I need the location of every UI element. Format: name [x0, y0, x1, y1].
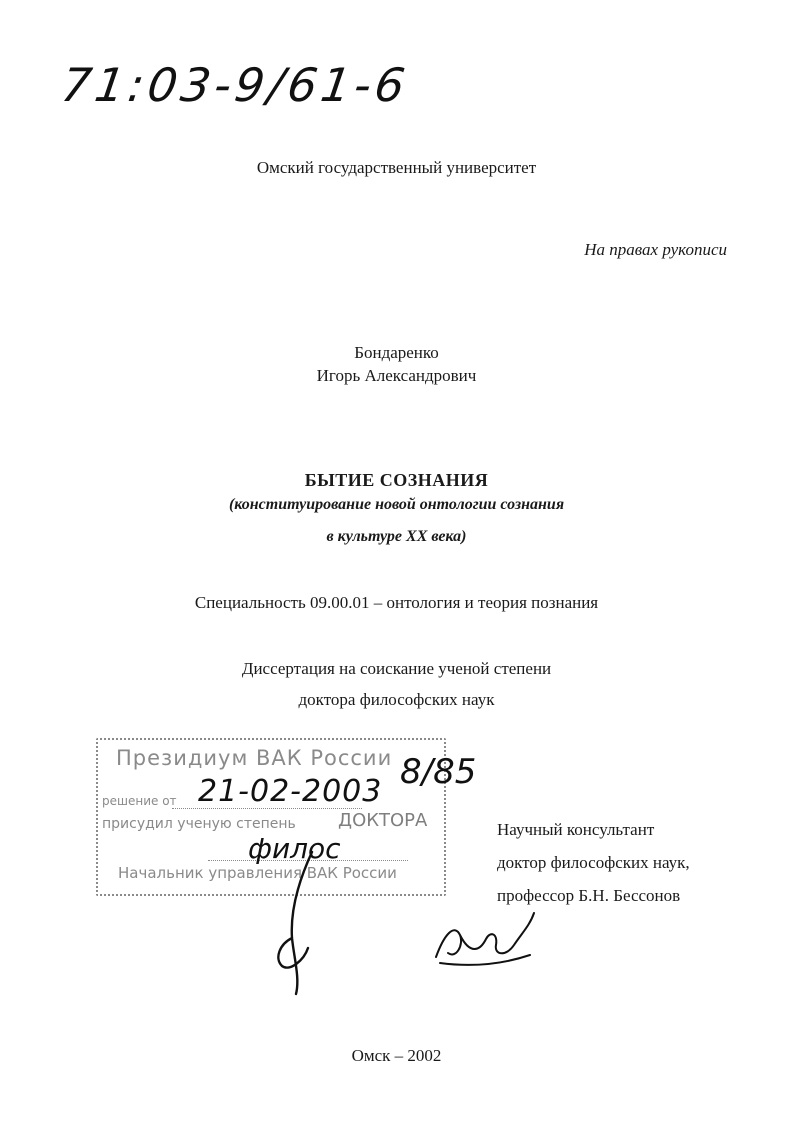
stamp-awarded-label: присудил ученую степень — [102, 816, 296, 832]
stamp-header: Президиум ВАК России — [116, 746, 393, 770]
stamp-awarded-degree: ДОКТОРА — [338, 810, 428, 831]
signature-stamp — [270, 848, 340, 998]
specialty-line: Специальность 09.00.01 – онтология и теория познания — [194, 593, 599, 612]
university-name: Омский государственный университет — [256, 158, 537, 177]
archive-number: 71:03-9/61-6 — [58, 58, 413, 112]
consultant-name: профессор Б.Н. Бессонов — [497, 886, 681, 905]
stamp-head-label: Начальник управления ВАК России — [118, 864, 397, 882]
consultant-degree: доктор философских наук, — [497, 853, 690, 872]
city-year: Омск – 2002 — [351, 1046, 442, 1065]
dissertation-degree-line-2: доктора философских наук — [298, 690, 495, 709]
stamp-decision-date: 21-02-2003 — [198, 774, 383, 809]
manuscript-rights-note: На правах рукописи — [584, 240, 727, 259]
stamp-decision-number: 8/85 — [400, 752, 477, 792]
stamp-field: филос — [248, 832, 341, 865]
signature-author — [430, 905, 540, 975]
author-given-names: Игорь Александрович — [316, 366, 477, 385]
dissertation-title: БЫТИЕ СОЗНАНИЯ — [304, 470, 489, 490]
dissertation-subtitle-line-2: в культуре XX века) — [326, 528, 467, 545]
stamp-decision-label: решение от — [102, 794, 177, 808]
consultant-label: Научный консультант — [497, 820, 655, 839]
author-surname: Бондаренко — [354, 343, 439, 362]
dissertation-degree-line-1: Диссертация на соискание ученой степени — [241, 659, 552, 678]
dissertation-subtitle-line-1: (конституирование новой онтологии сознания — [228, 496, 565, 513]
